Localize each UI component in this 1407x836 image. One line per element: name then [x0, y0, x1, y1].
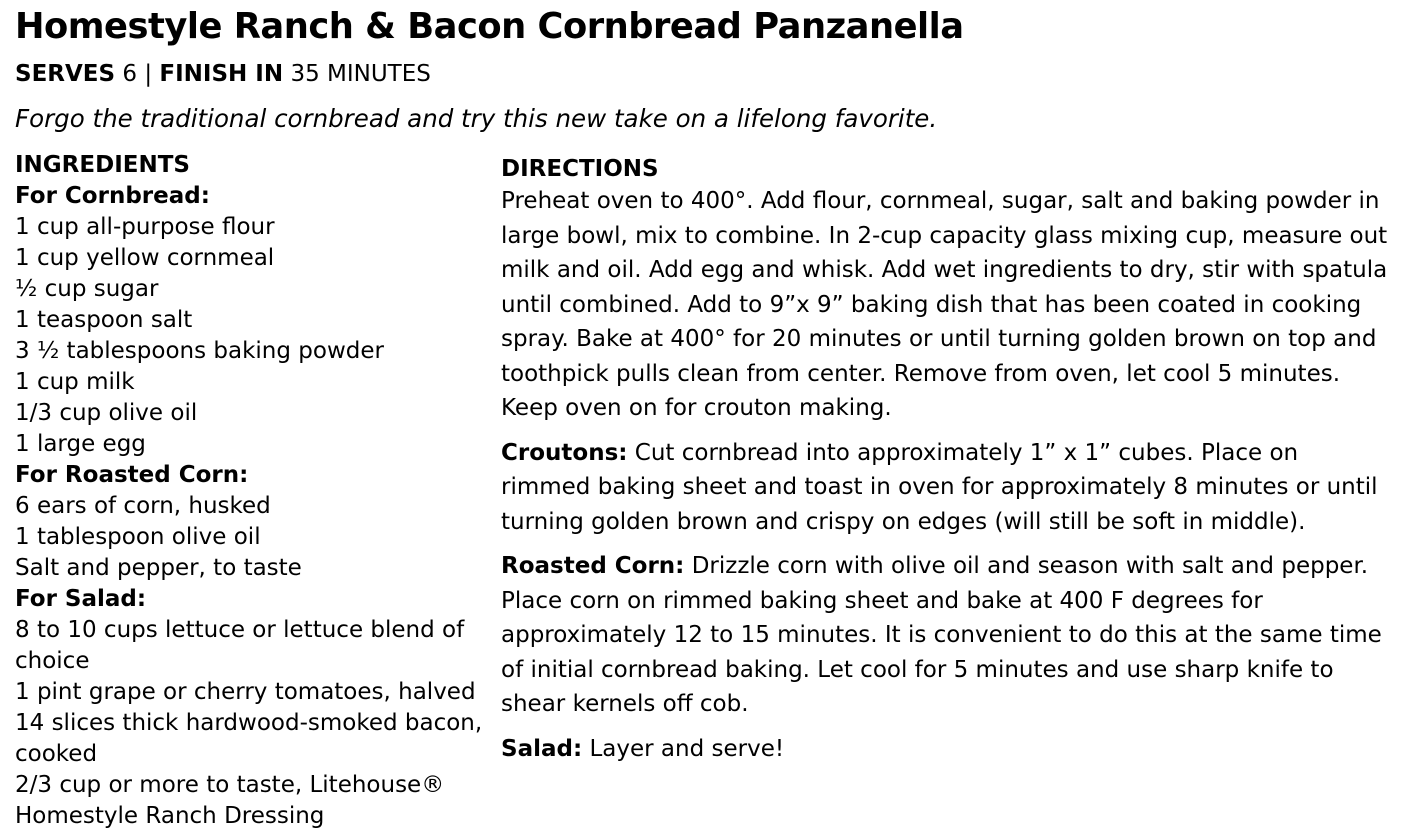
ingredient-item: 1 pint grape or cherry tomatoes, halved [15, 679, 476, 705]
salad-subheading: For Salad: [15, 586, 147, 612]
directions-croutons [501, 436, 1391, 540]
ingredients-section [15, 150, 495, 832]
roasted-corn-subheading: For Roasted Corn: [15, 462, 249, 488]
salad-label: Salad: [501, 735, 583, 762]
finish-value: 35 MINUTES [290, 61, 431, 87]
directions-roasted-corn [501, 549, 1391, 722]
ingredient-item: 1 teaspoon salt [15, 307, 193, 333]
ingredient-item: 1 large egg [15, 431, 146, 457]
ingredient-item: ½ cup sugar [15, 276, 159, 302]
ingredient-item: 6 ears of corn, husked [15, 493, 271, 519]
ingredient-item: 8 to 10 cups lettuce or lettuce blend of choice [15, 617, 465, 674]
salad-text: Layer and serve! [589, 735, 785, 762]
ingredient-item: 14 slices thick hardwood-smoked bacon, cooked [15, 710, 483, 767]
recipe-title: Homestyle Ranch & Bacon Cornbread Panzanella [15, 6, 964, 47]
ingredient-item: 1/3 cup olive oil [15, 400, 198, 426]
ingredients-heading: INGREDIENTS [15, 152, 190, 178]
croutons-label: Croutons: [501, 439, 628, 466]
croutons-text: Cut cornbread into approximately 1” x 1” cubes. Place on rimmed baking sheet and toast in oven for approximately 8 minutes or until turning golden brown and crispy on edges (will still be soft in middle). [501, 439, 1378, 535]
cornbread-subheading: For Cornbread: [15, 183, 210, 209]
ingredient-item: 1 tablespoon olive oil [15, 524, 261, 550]
ingredient-item: Salt and pepper, to taste [15, 555, 302, 581]
ingredient-item: 3 ½ tablespoons baking powder [15, 338, 384, 364]
directions-section [501, 154, 1391, 776]
ingredient-item: 1 cup all-purpose flour [15, 214, 275, 240]
serves-label: SERVES [15, 61, 116, 87]
directions-intro: Preheat oven to 400°. Add flour, cornmeal, sugar, salt and baking powder in large bowl, mix to combine. In 2-cup capacity glass mixing cup, measure out milk and oil. Add egg and whisk. Add wet ingredients to dry, stir with spatula until combined. Add to 9”x 9” baking dish that has been coated in cooking spray. Bake at 400° for 20 minutes or until turning golden brown on top and toothpick pulls clean from center. Remove from oven, let cool 5 minutes. Keep oven on for crouton making. [501, 188, 1388, 421]
roasted-corn-text: Drizzle corn with olive oil and season with salt and pepper. Place corn on rimmed baking sheet and bake at 400 F degrees for approximately 12 to 15 minutes. It is convenient to do this at the same time of initial cornbread baking. Let cool for 5 minutes and use sharp knife to shear kernels off cob. [501, 553, 1382, 717]
serves-value: 6 [122, 61, 138, 87]
meta-separator: | [144, 61, 153, 87]
recipe-meta [15, 61, 431, 87]
recipe-tagline: Forgo the traditional cornbread and try this new take on a lifelong favorite. [15, 104, 938, 133]
ingredient-item: 2/3 cup or more to taste, Litehouse® Homestyle Ranch Dressing [15, 772, 445, 829]
directions-heading: DIRECTIONS [501, 156, 659, 182]
ingredient-item: 1 cup yellow cornmeal [15, 245, 275, 271]
roasted-corn-label: Roasted Corn: [501, 553, 685, 579]
finish-label: FINISH IN [159, 61, 284, 87]
ingredient-item: 1 cup milk [15, 369, 135, 395]
directions-salad [501, 732, 1391, 767]
